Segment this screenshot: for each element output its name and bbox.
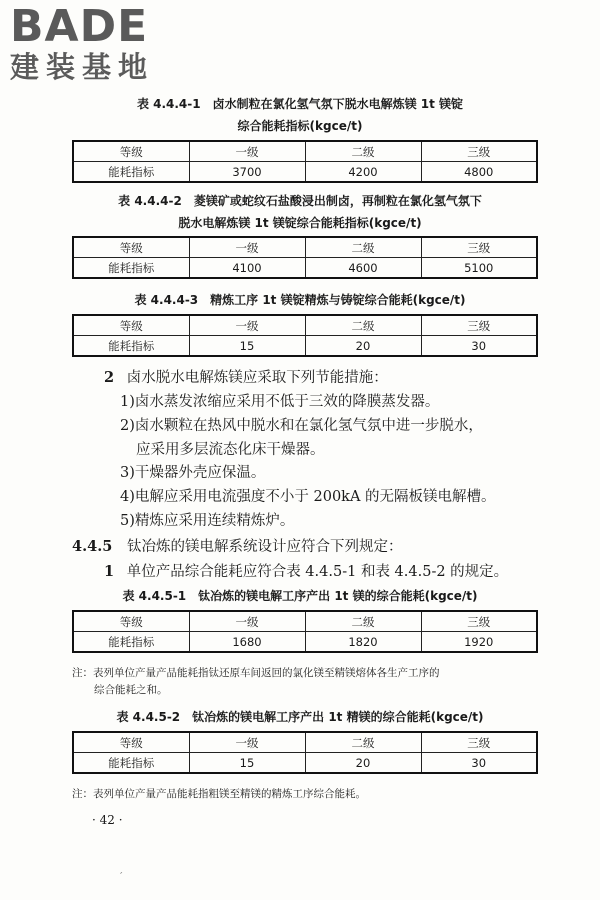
table-caption: 脱水电解炼镁 1t 镁锭综合能耗指标(kgce/t) — [178, 216, 422, 230]
table-cell: 能耗指标 — [73, 258, 189, 279]
table-cell: 20 — [305, 336, 421, 357]
table-header-cell: 等级 — [73, 141, 189, 162]
table-cell: 能耗指标 — [73, 162, 189, 183]
table-header-cell: 三级 — [421, 141, 537, 162]
table-cell: 15 — [189, 753, 305, 774]
table-header-cell: 等级 — [73, 237, 189, 258]
table-header-cell: 等级 — [73, 315, 189, 336]
table-cell: 3700 — [189, 162, 305, 183]
table-header-cell: 一级 — [189, 732, 305, 753]
logo — [10, 1, 155, 84]
table-header-cell: 二级 — [305, 315, 421, 336]
table-cell: 1680 — [189, 632, 305, 653]
sub-clause: 4)电解应采用电流强度不小于 200kA 的无隔板镁电解槽。 — [120, 489, 496, 505]
clause-text: 单位产品综合能耗应符合表 4.4.5-1 和表 4.4.5-2 的规定。 — [126, 564, 509, 580]
table-caption: 表 4.4.4-3 精炼工序 1t 镁锭精炼与铸锭综合能耗(kgce/t) — [134, 293, 466, 307]
section-number: 4.4.5 — [72, 538, 113, 555]
sub-clause-continued: 应采用多层流态化床干燥器。 — [136, 442, 325, 458]
table-cell: 能耗指标 — [73, 632, 189, 653]
table-caption: 表 4.4.4-2 菱镁矿或蛇纹石盐酸浸出制卤，再制粒在氯化氢气氛下 — [118, 194, 482, 208]
table-header-cell: 一级 — [189, 611, 305, 632]
note-line: 综合能耗之和。 — [94, 684, 168, 696]
sub-clause: 1)卤水蒸发浓缩应采用不低于三效的降膜蒸发器。 — [120, 394, 440, 410]
section-heading — [72, 537, 402, 557]
energy-table-4 — [72, 610, 538, 653]
table-cell: 能耗指标 — [73, 336, 189, 357]
table-header-cell: 一级 — [189, 237, 305, 258]
sub-clause: 3)干燥器外壳应保温。 — [120, 465, 266, 481]
clause-item — [104, 368, 388, 388]
clause-number: 2 — [104, 369, 115, 386]
table-cell: 4600 — [305, 258, 421, 279]
table-header-cell: 一级 — [189, 315, 305, 336]
table-caption: 综合能耗指标(kgce/t) — [237, 119, 363, 133]
clause-item — [104, 562, 508, 582]
table-cell: 30 — [421, 753, 537, 774]
logo-main-text: BADE — [10, 1, 149, 52]
logo-sub-text: 建装基地 — [10, 50, 155, 84]
table-header-cell: 二级 — [305, 732, 421, 753]
table-cell: 4800 — [421, 162, 537, 183]
table-cell: 4100 — [189, 258, 305, 279]
table-cell: 20 — [305, 753, 421, 774]
table-header-cell: 三级 — [421, 611, 537, 632]
sub-clause: 2)卤水颗粒在热风中脱水和在氯化氢气氛中进一步脱水， — [120, 418, 483, 434]
margin-mark: ′ — [120, 870, 123, 883]
clause-number: 1 — [104, 563, 115, 580]
table-header-cell: 等级 — [73, 732, 189, 753]
table-header-cell: 二级 — [305, 237, 421, 258]
table-header-cell: 二级 — [305, 141, 421, 162]
table-caption: 表 4.4.5-1 钛冶炼的镁电解工序产出 1t 镁的综合能耗(kgce/t) — [122, 589, 478, 603]
table-cell: 能耗指标 — [73, 753, 189, 774]
table-header-cell: 二级 — [305, 611, 421, 632]
table-header-cell: 一级 — [189, 141, 305, 162]
note-line: 注：表列单位产量产品能耗指粗镁至精镁的精炼工序综合能耗。 — [72, 788, 366, 800]
table-cell: 15 — [189, 336, 305, 357]
note-line: 注：表列单位产量产品能耗指钛还原车间返回的氯化镁至精镁熔体各生产工序的 — [72, 667, 440, 679]
energy-table-2 — [72, 236, 538, 279]
table-cell: 1820 — [305, 632, 421, 653]
energy-table-3 — [72, 314, 538, 357]
table-note — [72, 665, 542, 699]
table-header-cell: 等级 — [73, 611, 189, 632]
table-note — [72, 786, 542, 803]
table-header-cell: 三级 — [421, 732, 537, 753]
energy-table-5 — [72, 731, 538, 774]
section-text: 钛冶炼的镁电解系统设计应符合下列规定： — [126, 539, 403, 555]
table-cell: 4200 — [305, 162, 421, 183]
table-cell: 5100 — [421, 258, 537, 279]
energy-table-1 — [72, 140, 538, 183]
table-caption: 表 4.4.4-1 卤水制粒在氯化氢气氛下脱水电解炼镁 1t 镁锭 — [136, 97, 464, 111]
clause-text: 卤水脱水电解炼镁应采取下列节能措施： — [126, 370, 388, 386]
table-cell: 1920 — [421, 632, 537, 653]
table-header-cell: 三级 — [421, 237, 537, 258]
page-number: · 42 · — [92, 813, 123, 827]
sub-clause: 5)精炼应采用连续精炼炉。 — [120, 513, 295, 529]
table-caption: 表 4.4.5-2 钛冶炼的镁电解工序产出 1t 精镁的综合能耗(kgce/t) — [116, 710, 484, 724]
table-cell: 30 — [421, 336, 537, 357]
table-header-cell: 三级 — [421, 315, 537, 336]
